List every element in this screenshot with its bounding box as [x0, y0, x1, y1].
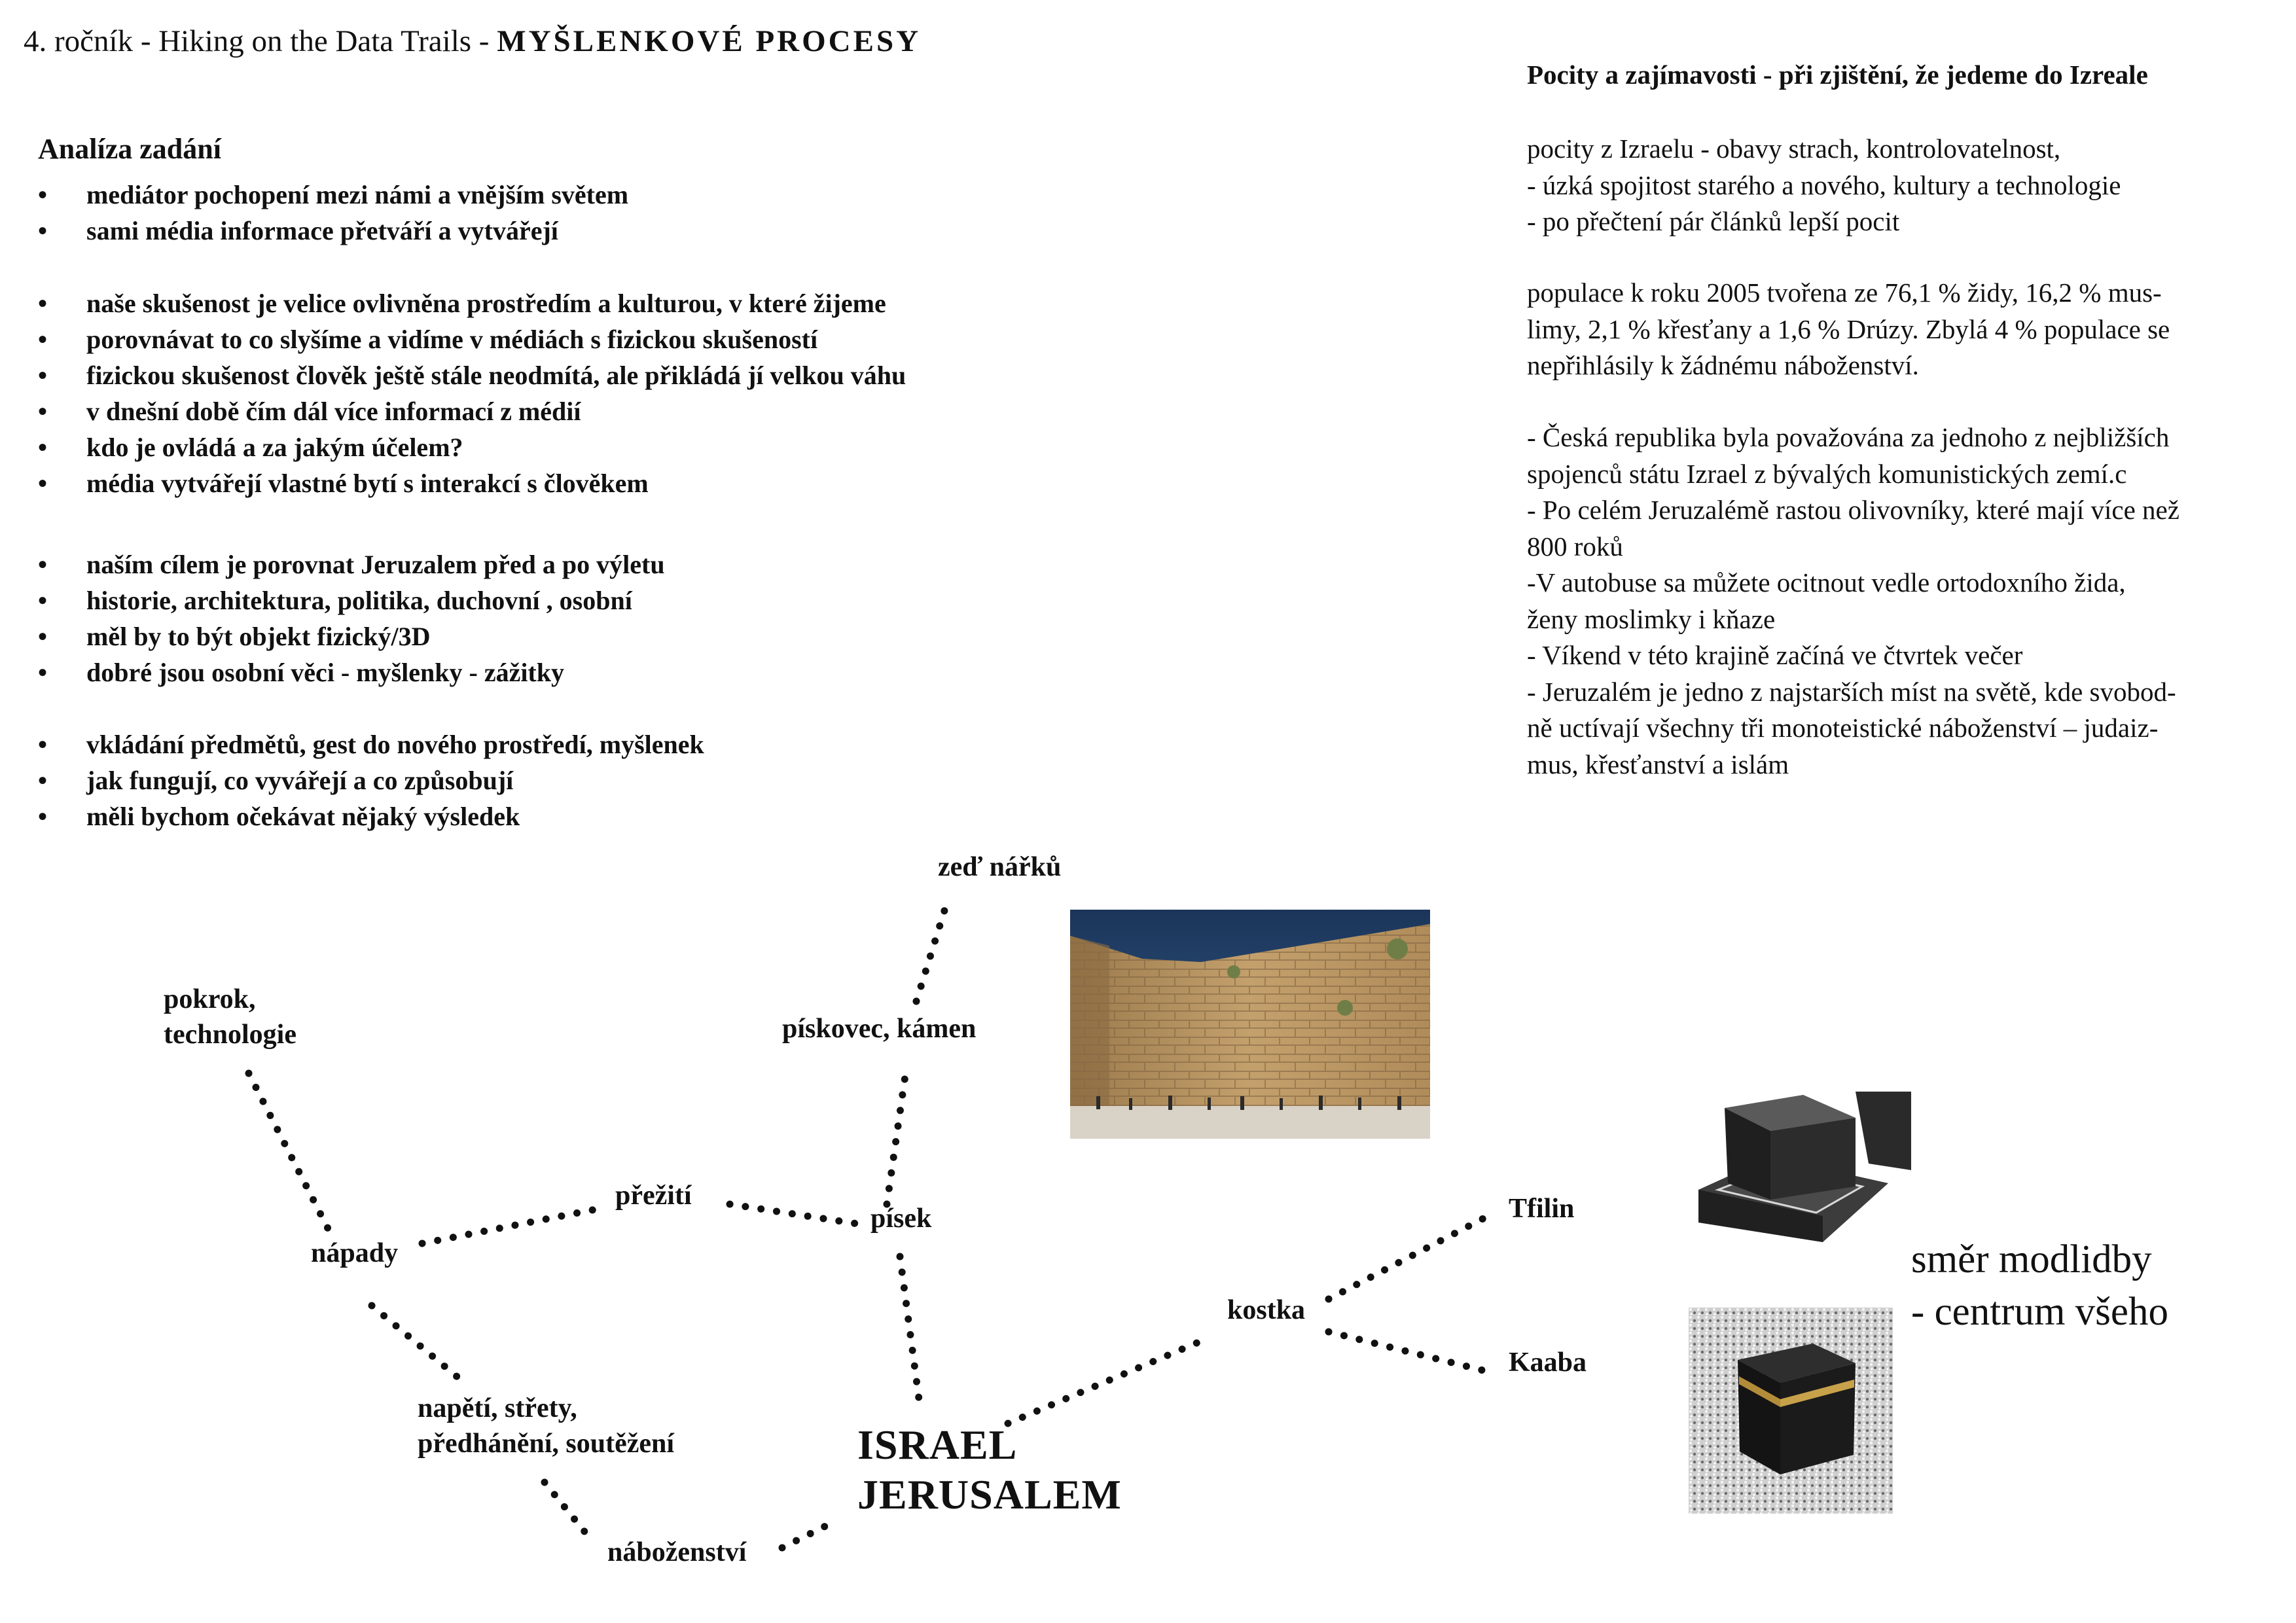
bullet-item: • historie, architektura, politika, duchovní , osobní — [38, 582, 665, 618]
bullet-item: • měli bychom očekávat nějaký výsledek — [38, 798, 704, 834]
node-israel-jerusalem — [857, 1420, 1122, 1520]
bullet-item: • vkládání předmětů, gest do nového prostředí, myšlenek — [38, 726, 704, 762]
node-piskovec: pískovec, kámen — [782, 1014, 977, 1044]
link-pisek-main — [900, 1257, 920, 1404]
node-line: napětí, střety, — [418, 1393, 577, 1423]
feelings-title: Pocity a zajímavosti - při zjištění, že jedeme do Izreale — [1527, 60, 2148, 90]
link-prezit-pisek — [730, 1204, 857, 1224]
text-line: 800 roků — [1527, 531, 1623, 562]
node-kostka: kostka — [1227, 1295, 1306, 1325]
bullet-item: • kdo je ovládá a za jakým účelem? — [38, 429, 906, 465]
link-napeti-nabozenstvi — [545, 1482, 592, 1541]
node-line: ISRAEL — [857, 1421, 1018, 1468]
bullet-item: • v dnešní době čím dál více informací z médií — [38, 393, 906, 429]
bullet-item: • sami média informace přetváří a vytvářejí — [38, 213, 628, 249]
bullet-item: • naším cílem je porovnat Jeruzalem před a po výletu — [38, 546, 665, 582]
node-zed-naru: zeď nářků — [938, 852, 1062, 882]
text-line: ženy moslimky i kňaze — [1527, 603, 1776, 634]
text-line: - po přečtení pár článků lepší pocit — [1527, 206, 1900, 236]
node-pokrok — [164, 982, 296, 1052]
node-kaaba: Kaaba — [1509, 1347, 1587, 1378]
bullet-item: • dobré jsou osobní věci - myšlenky - zážitky — [38, 654, 665, 690]
bullet-item: • naše skušenost je velice ovlivněna prostředím a kulturou, v které žijeme — [38, 285, 906, 321]
node-tfilin: Tfilin — [1509, 1194, 1575, 1224]
link-nabozenstvi-main — [782, 1522, 834, 1548]
text-line: mus, křesťanství a islám — [1527, 749, 1789, 779]
bullet-item: • fizickou skušenost člověk ještě stále neodmítá, ale přikládá jí velkou váhu — [38, 357, 906, 393]
header-title: MYŠLENKOVÉ PROCESY — [497, 24, 922, 58]
node-line: pokrok, — [164, 984, 256, 1014]
link-pisek-piskovec — [887, 1067, 906, 1204]
link-pokrok-napady — [249, 1073, 331, 1234]
link-piskovec-zed — [916, 906, 946, 1001]
caption-line: - centrum všeho — [1911, 1290, 2168, 1334]
header-prefix: 4. ročník - Hiking on the Data Trails - — [24, 24, 497, 58]
node-line: předhánění, soutěžení — [418, 1429, 675, 1459]
text-line: spojenců státu Izrael z bývalých komunistických zemí.c — [1527, 458, 2127, 489]
bullet-item: • porovnávat to co slyšíme a vidíme v médiách s fizickou skušeností — [38, 321, 906, 357]
analysis-title: Analíza zadání — [38, 133, 221, 165]
text-line: - úzká spojitost starého a nového, kultury a technologie — [1527, 169, 2121, 200]
link-kostka-tfilin — [1329, 1217, 1486, 1299]
bullet-item: • měl by to být objekt fizický/3D — [38, 618, 665, 654]
text-line: - Po celém Jeruzalémě rastou olivovníky, které mají více než — [1527, 495, 2179, 525]
western-wall-photo — [1070, 910, 1430, 1139]
link-kostka-kaaba — [1329, 1332, 1486, 1371]
node-napady: nápady — [311, 1238, 399, 1268]
link-napady-prezit — [422, 1207, 605, 1243]
text-line: -V autobuse sa můžete ocitnout vedle ortodoxního žida, — [1527, 567, 2126, 597]
text-line: populace k roku 2005 tvořena ze 76,1 % židy, 16,2 % mus- — [1527, 277, 2162, 308]
tefillin-cube-photo — [1672, 1092, 1911, 1272]
bullet-item: • jak fungují, co vyvářejí a co způsobují — [38, 762, 704, 798]
text-line: pocity z Izraelu - obavy strach, kontrolovatelnost, — [1527, 134, 2061, 164]
link-main-kostka — [1008, 1338, 1208, 1423]
text-line: ně uctívají všechny tři monoteistické náboženství – judaiz- — [1527, 713, 2159, 743]
text-line: limy, 2,1 % křesťany a 1,6 % Drúzy. Zbylá 4 % populace se — [1527, 313, 2170, 344]
bullet-item: • média vytvářejí vlastné bytí s interakcí s člověkem — [38, 465, 906, 501]
bullet-item: • mediátor pochopení mezi námi a vnějším světem — [38, 177, 628, 213]
text-line: - Jeruzalém je jedno z najstarších míst na světě, kde svobod- — [1527, 676, 2176, 707]
caption-line: směr modlidby — [1911, 1238, 2152, 1281]
node-prezit: přežití — [615, 1181, 692, 1211]
text-line: - Víkend v této krajině začíná ve čtvrtek večer — [1527, 640, 2023, 670]
prayer-direction-caption — [1911, 1234, 2168, 1338]
node-pisek: písek — [870, 1204, 932, 1234]
kaaba-photo — [1689, 1308, 1893, 1514]
text-line: - Česká republika byla považována za jednoho z nejbližších — [1527, 422, 2170, 452]
node-napeti — [418, 1391, 674, 1461]
text-line: nepřihlásily k žádnému náboženství. — [1527, 350, 1919, 380]
node-line: technologie — [164, 1020, 296, 1050]
node-line: JERUSALEM — [857, 1471, 1122, 1518]
link-napady-napeti — [372, 1306, 458, 1378]
node-nabozenstvi: náboženství — [607, 1537, 747, 1567]
